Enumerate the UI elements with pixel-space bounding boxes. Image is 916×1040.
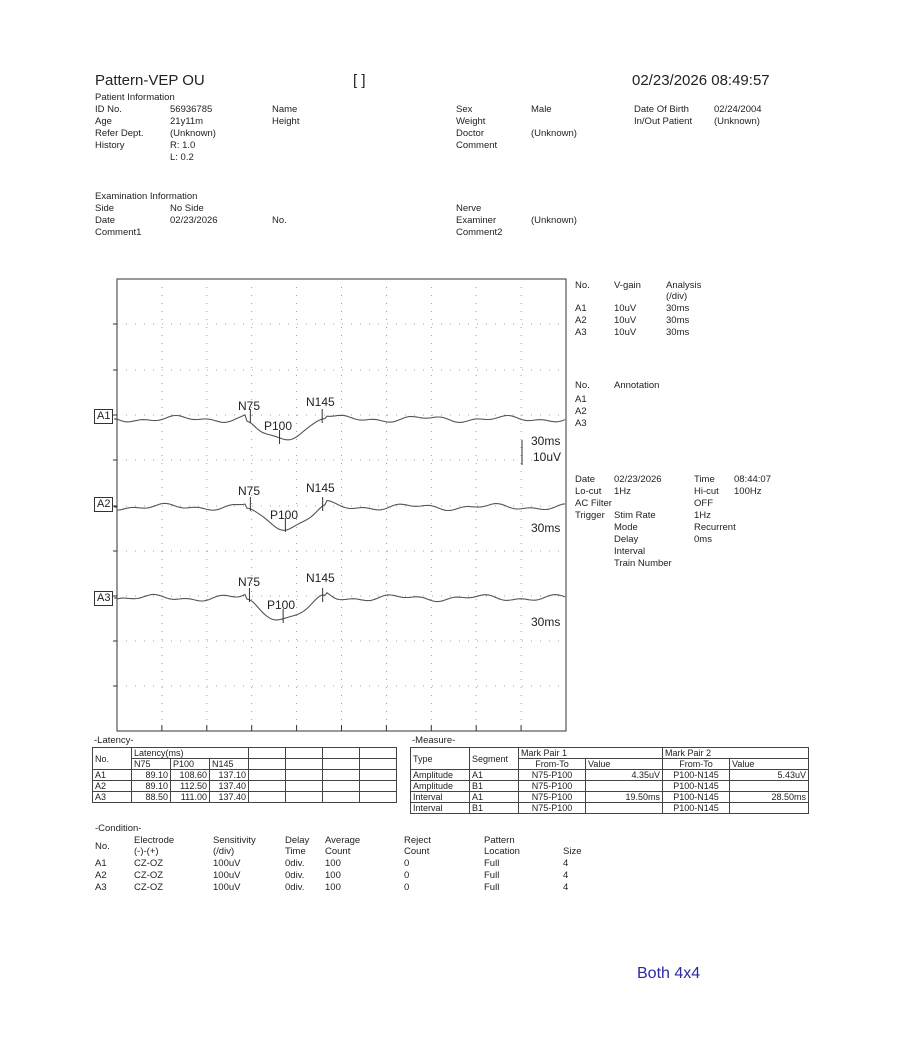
peak-label-a2-n145: N145	[306, 481, 335, 495]
condition-delay: 0div.	[285, 882, 305, 893]
peak-label-a3-n145: N145	[306, 571, 335, 585]
history-left: L: 0.2	[170, 152, 194, 163]
channel-hdr-analysis: Analysis	[666, 280, 702, 291]
settings-trigger-label: Trigger	[575, 510, 605, 521]
condition-no: A3	[95, 882, 107, 893]
plot-traces	[114, 409, 565, 623]
scale-time-a1: 30ms	[531, 434, 561, 448]
doctor-value: (Unknown)	[531, 128, 577, 139]
inout-value: (Unknown)	[714, 116, 760, 127]
table-row	[93, 792, 397, 803]
trace-label-a2: A2	[94, 497, 113, 512]
condition-section-title: -Condition-	[95, 823, 142, 834]
latency-empty	[249, 759, 286, 770]
condition-hdr-electrode: Electrode	[134, 835, 175, 846]
condition-hdr-pattern: Pattern	[484, 835, 515, 846]
measure-hdr-type: Type	[411, 748, 470, 770]
settings-locut-label: Lo-cut	[575, 486, 602, 497]
refer-value: (Unknown)	[170, 128, 216, 139]
condition-hdr-avg: Average	[325, 835, 361, 846]
condition-sens: 100uV	[213, 870, 241, 881]
latency-n145: 137.10	[210, 770, 249, 781]
latency-n145: 137.40	[210, 792, 249, 803]
measure-value1	[586, 781, 663, 792]
peak-label-a3-n75: N75	[238, 575, 261, 589]
measure-fromto2: P100-N145	[663, 792, 730, 803]
dob-label: Date Of Birth	[634, 104, 689, 115]
trace-line-a2	[117, 501, 565, 531]
condition-location: Full	[484, 858, 500, 869]
channel-row-no: A2	[575, 315, 587, 326]
latency-section-title: -Latency-	[94, 735, 134, 746]
side-label: Side	[95, 203, 115, 214]
table-row	[411, 781, 809, 792]
measure-segment: A1	[470, 792, 519, 803]
channel-hdr-div: (/div)	[666, 291, 688, 302]
scale-time-a2: 30ms	[531, 521, 561, 535]
latency-col-n145: N145	[210, 759, 249, 770]
dob-value: 02/24/2004	[714, 104, 762, 115]
measure-hdr-pair2: Mark Pair 2	[663, 748, 809, 759]
latency-row-no: A1	[93, 770, 132, 781]
measure-type: Interval	[411, 803, 470, 814]
scale-amp-a1: 10uV	[533, 450, 562, 464]
latency-n75: 89.10	[132, 770, 171, 781]
latency-empty	[360, 781, 397, 792]
settings-train-label: Train Number	[614, 558, 672, 569]
latency-row-no: A2	[93, 781, 132, 792]
condition-location: Full	[484, 882, 500, 893]
latency-empty	[360, 759, 397, 770]
peak-label-a1-n145: N145	[306, 395, 335, 409]
trace-line-a3	[117, 593, 565, 620]
brackets: [ ]	[353, 72, 366, 89]
channel-row-no: A1	[575, 303, 587, 314]
condition-size: 4	[563, 870, 569, 881]
sex-label: Sex	[456, 104, 473, 115]
condition-electrode: CZ-OZ	[134, 858, 164, 869]
condition-hdr-sens: Sensitivity	[213, 835, 256, 846]
latency-empty	[323, 792, 360, 803]
latency-hdr-latency: Latency(ms)	[132, 748, 249, 759]
condition-hdr-delay2: Time	[285, 846, 306, 857]
measure-value2: 5.43uV	[730, 770, 809, 781]
latency-p100: 111.00	[171, 792, 210, 803]
latency-row-no: A3	[93, 792, 132, 803]
age-label: Age	[95, 116, 112, 127]
comment2-label: Comment2	[456, 227, 503, 238]
table-row	[93, 770, 397, 781]
measure-hdr-value1: Value	[586, 759, 663, 770]
condition-delay: 0div.	[285, 858, 305, 869]
pattern-size-note: Both 4x4	[637, 965, 701, 982]
measure-value1	[586, 803, 663, 814]
measure-segment: B1	[470, 781, 519, 792]
settings-hicut-label: Hi-cut	[694, 486, 719, 497]
channel-row-analysis: 30ms	[666, 303, 690, 314]
latency-empty	[286, 792, 323, 803]
condition-no: A2	[95, 870, 107, 881]
nerve-label: Nerve	[456, 203, 482, 214]
channel-row-vgain: 10uV	[614, 303, 637, 314]
settings-time-label: Time	[694, 474, 715, 485]
latency-n145: 137.40	[210, 781, 249, 792]
trace-label-a3: A3	[94, 591, 113, 606]
annotation-row: A2	[575, 406, 587, 417]
channel-row-vgain: 10uV	[614, 315, 637, 326]
settings-locut-value: 1Hz	[614, 486, 631, 497]
age-value: 21y11m	[170, 116, 204, 127]
measure-value2	[730, 781, 809, 792]
measure-fromto2: P100-N145	[663, 770, 730, 781]
channel-hdr-no: No.	[575, 280, 590, 291]
side-value: No Side	[170, 203, 204, 214]
table-row	[411, 792, 809, 803]
trace-line-a1	[117, 415, 565, 440]
inout-label: In/Out Patient	[634, 116, 693, 127]
latency-p100: 108.60	[171, 770, 210, 781]
condition-hdr-pattern2: Location	[484, 846, 520, 857]
settings-date-value: 02/23/2026	[614, 474, 662, 485]
condition-reject: 0	[404, 882, 410, 893]
scale-time-a3: 30ms	[531, 615, 561, 629]
patient-section-title: Patient Information	[95, 92, 175, 103]
comment1-label: Comment1	[95, 227, 142, 238]
report-datetime: 02/23/2026 08:49:57	[632, 72, 770, 89]
condition-reject: 0	[404, 858, 410, 869]
condition-hdr-electrode2: (-)-(+)	[134, 846, 159, 857]
condition-no: A1	[95, 858, 107, 869]
condition-sens: 100uV	[213, 858, 241, 869]
peak-label-a2-p100: P100	[270, 508, 299, 522]
table-row	[93, 781, 397, 792]
settings-stimrate-value: 1Hz	[694, 510, 711, 521]
latency-col-n75: N75	[132, 759, 171, 770]
condition-hdr-reject2: Count	[404, 846, 430, 857]
measure-hdr-fromto1: From-To	[519, 759, 586, 770]
latency-empty	[286, 770, 323, 781]
channel-row-analysis: 30ms	[666, 327, 690, 338]
exam-section-title: Examination Information	[95, 191, 198, 202]
condition-hdr-reject: Reject	[404, 835, 431, 846]
condition-hdr-sens2: (/div)	[213, 846, 235, 857]
latency-empty	[323, 748, 360, 759]
latency-empty	[323, 770, 360, 781]
measure-fromto1: N75-P100	[519, 803, 586, 814]
condition-avg: 100	[325, 882, 341, 893]
condition-size: 4	[563, 858, 569, 869]
measure-section-title: -Measure-	[412, 735, 456, 746]
latency-empty	[286, 781, 323, 792]
condition-avg: 100	[325, 858, 341, 869]
measure-type: Amplitude	[411, 770, 470, 781]
latency-empty	[360, 748, 397, 759]
measure-fromto2: P100-N145	[663, 803, 730, 814]
latency-empty	[286, 759, 323, 770]
condition-electrode: CZ-OZ	[134, 882, 164, 893]
latency-table	[92, 747, 397, 803]
condition-hdr-size: Size	[563, 846, 582, 857]
measure-value2	[730, 803, 809, 814]
condition-avg: 100	[325, 870, 341, 881]
latency-empty	[323, 781, 360, 792]
measure-fromto1: N75-P100	[519, 792, 586, 803]
measure-value1: 4.35uV	[586, 770, 663, 781]
trace-label-a1: A1	[94, 409, 113, 424]
date-value: 02/23/2026	[170, 215, 218, 226]
id-value: 56936785	[170, 104, 213, 115]
channel-row-no: A3	[575, 327, 587, 338]
measure-hdr-segment: Segment	[470, 748, 519, 770]
condition-size: 4	[563, 882, 569, 893]
measure-hdr-value2: Value	[730, 759, 809, 770]
measure-value1: 19.50ms	[586, 792, 663, 803]
settings-acfilter-value: OFF	[694, 498, 713, 509]
peak-label-a1-p100: P100	[264, 419, 293, 433]
condition-hdr-no: No.	[95, 841, 110, 852]
examiner-value: (Unknown)	[531, 215, 577, 226]
measure-type: Interval	[411, 792, 470, 803]
settings-mode-label: Mode	[614, 522, 638, 533]
measure-fromto2: P100-N145	[663, 781, 730, 792]
latency-empty	[249, 792, 286, 803]
condition-location: Full	[484, 870, 500, 881]
latency-p100: 112.50	[171, 781, 210, 792]
latency-col-p100: P100	[171, 759, 210, 770]
measure-fromto1: N75-P100	[519, 770, 586, 781]
annotation-hdr: Annotation	[614, 380, 660, 391]
measure-value2: 28.50ms	[730, 792, 809, 803]
doctor-label: Doctor	[456, 128, 484, 139]
report-title: Pattern-VEP OU	[95, 72, 205, 89]
channel-row-analysis: 30ms	[666, 315, 690, 326]
latency-empty	[360, 792, 397, 803]
latency-empty	[360, 770, 397, 781]
condition-hdr-delay: Delay	[285, 835, 310, 846]
latency-empty	[249, 781, 286, 792]
measure-table	[410, 747, 809, 814]
measure-hdr-pair1: Mark Pair 1	[519, 748, 663, 759]
sex-value: Male	[531, 104, 552, 115]
peak-label-a3-p100: P100	[267, 598, 296, 612]
table-row	[411, 770, 809, 781]
channel-row-vgain: 10uV	[614, 327, 637, 338]
settings-interval-label: Interval	[614, 546, 646, 557]
measure-fromto1: N75-P100	[519, 781, 586, 792]
settings-acfilter-label: AC Filter	[575, 498, 612, 509]
condition-delay: 0div.	[285, 870, 305, 881]
history-label: History	[95, 140, 125, 151]
condition-reject: 0	[404, 870, 410, 881]
condition-electrode: CZ-OZ	[134, 870, 164, 881]
measure-hdr-fromto2: From-To	[663, 759, 730, 770]
settings-date-label: Date	[575, 474, 596, 485]
name-label: Name	[272, 104, 298, 115]
measure-segment: B1	[470, 803, 519, 814]
latency-n75: 88.50	[132, 792, 171, 803]
annotation-row: A3	[575, 418, 587, 429]
comment-label: Comment	[456, 140, 498, 151]
history-right: R: 1.0	[170, 140, 196, 151]
annotation-hdr-no: No.	[575, 380, 590, 391]
annotation-row: A1	[575, 394, 587, 405]
peak-label-a2-n75: N75	[238, 484, 261, 498]
id-label: ID No.	[95, 104, 122, 115]
height-label: Height	[272, 116, 300, 127]
table-row	[411, 803, 809, 814]
latency-empty	[286, 748, 323, 759]
settings-hicut-value: 100Hz	[734, 486, 762, 497]
measure-type: Amplitude	[411, 781, 470, 792]
latency-empty	[323, 759, 360, 770]
weight-label: Weight	[456, 116, 486, 127]
examiner-label: Examiner	[456, 215, 497, 226]
settings-delay-value: 0ms	[694, 534, 712, 545]
peak-label-a1-n75: N75	[238, 399, 261, 413]
latency-empty	[249, 748, 286, 759]
channel-hdr-vgain: V-gain	[614, 280, 641, 291]
measure-segment: A1	[470, 770, 519, 781]
settings-delay-label: Delay	[614, 534, 639, 545]
settings-mode-value: Recurrent	[694, 522, 736, 533]
condition-hdr-avg2: Count	[325, 846, 351, 857]
latency-hdr-no: No.	[93, 748, 132, 770]
refer-label: Refer Dept.	[95, 128, 144, 139]
latency-empty	[249, 770, 286, 781]
settings-time-value: 08:44:07	[734, 474, 771, 485]
date-label: Date	[95, 215, 116, 226]
exam-no-label: No.	[272, 215, 287, 226]
latency-n75: 89.10	[132, 781, 171, 792]
settings-stimrate-label: Stim Rate	[614, 510, 656, 521]
condition-sens: 100uV	[213, 882, 241, 893]
